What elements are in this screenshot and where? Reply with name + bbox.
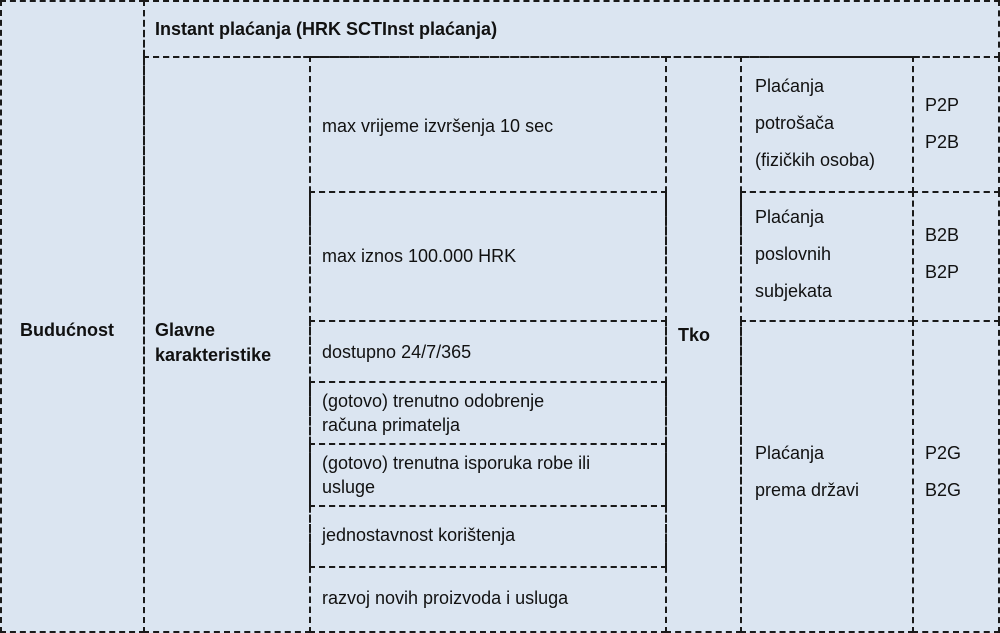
- group-label: Plaćanja prema državi: [755, 443, 860, 500]
- group-label: Plaćanja poslovnih subjekata: [755, 207, 833, 301]
- buducnost-label: Budućnost: [20, 320, 114, 340]
- feature-text: max iznos 100.000 HRK: [322, 246, 517, 266]
- feature-text: jednostavnost korištenja: [322, 525, 516, 545]
- col-buducnost-cell: [0, 0, 145, 633]
- header-title: Instant plaćanja (HRK SCTInst plaćanja): [155, 19, 498, 39]
- feature-text: dostupno 24/7/365: [322, 342, 472, 362]
- group-codes: P2P P2B: [925, 95, 960, 152]
- feature-text: razvoj novih proizvoda i usluga: [322, 588, 569, 608]
- who-label: Tko: [678, 325, 711, 345]
- feature-text: (gotovo) trenutno odobrenje računa primatelja: [322, 391, 545, 435]
- feature-text: (gotovo) trenutna isporuka robe ili usluge: [322, 453, 591, 497]
- group-codes: B2B B2P: [925, 225, 960, 282]
- section-label: Glavne karakteristike: [155, 320, 272, 365]
- group-codes: P2G B2G: [925, 443, 962, 500]
- feature-text: max vrijeme izvršenja 10 sec: [322, 116, 554, 136]
- group-label: Plaćanja potrošača (fizičkih osoba): [755, 76, 876, 170]
